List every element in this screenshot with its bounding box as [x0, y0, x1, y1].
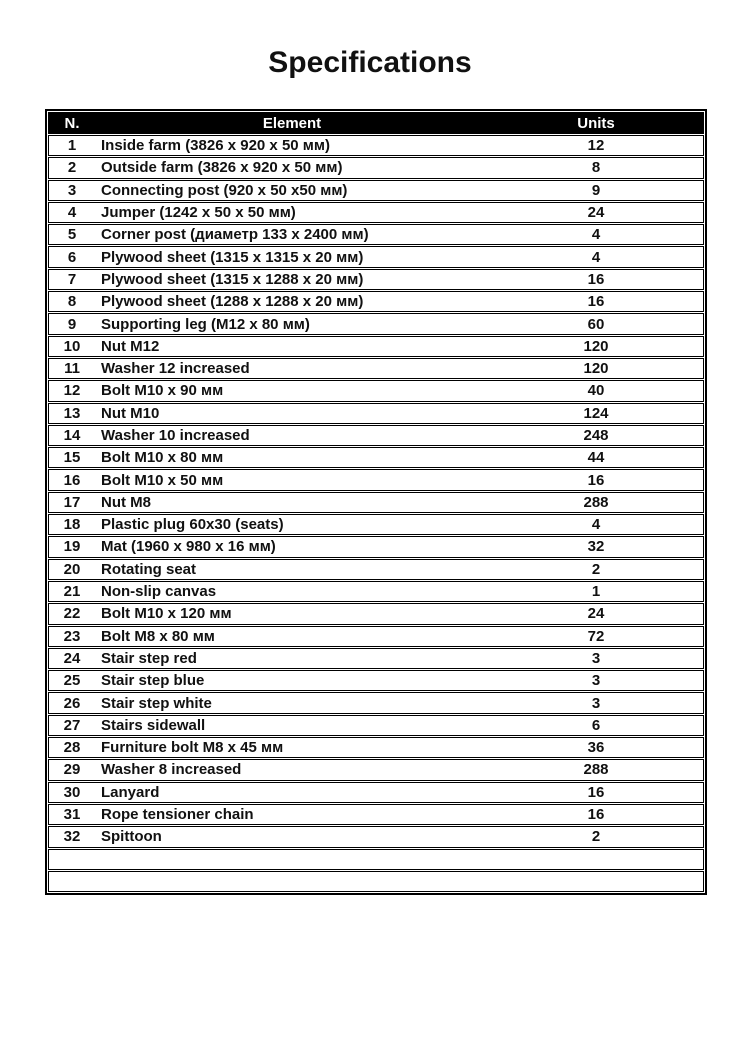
table-row: [48, 536, 704, 557]
element-cell: Inside farm (3826 x 920 x 50 мм): [101, 138, 330, 154]
row-number-cell: 1: [67, 137, 77, 155]
element-cell: Nut M8: [101, 494, 151, 510]
table-row: [48, 135, 704, 156]
row-number-cell: 9: [67, 315, 77, 333]
element-cell: Furniture bolt M8 x 45 мм: [101, 740, 284, 756]
row-number-cell: 13: [63, 404, 81, 422]
row-number-cell: 25: [63, 672, 81, 690]
table-row: [48, 313, 704, 334]
units-cell: 248: [583, 427, 609, 444]
row-number-cell: 23: [63, 627, 81, 645]
row-number-cell: 26: [63, 694, 81, 712]
element-cell: Plywood sheet (1315 x 1288 x 20 мм): [101, 271, 364, 287]
units-cell: 120: [583, 337, 609, 355]
units-cell: 16: [587, 293, 605, 311]
element-cell: Non-slip canvas: [101, 584, 217, 600]
element-cell: Bolt M8 x 80 мм: [101, 628, 215, 644]
element-cell: Mat (1960 x 980 x 16 мм): [101, 539, 276, 555]
row-number-cell: 2: [67, 159, 77, 177]
table-row: [48, 380, 704, 401]
table-row: [48, 269, 704, 290]
element-cell: Washer 10 increased: [101, 428, 250, 443]
element-cell: Stair step white: [101, 695, 212, 711]
specifications-table: [45, 109, 707, 895]
header-cell-n: N.: [64, 114, 80, 132]
units-cell: 44: [587, 449, 605, 467]
units-cell: 72: [587, 627, 605, 645]
units-cell: 2: [591, 828, 601, 846]
units-cell: 32: [587, 538, 605, 556]
units-cell: 12: [587, 137, 605, 155]
table-row: [48, 425, 704, 446]
units-cell: 36: [587, 739, 605, 757]
table-row: [48, 737, 704, 758]
element-cell: Spittoon: [101, 829, 162, 845]
header-cell-element: Element: [262, 115, 322, 131]
element-cell: Lanyard: [101, 784, 160, 800]
table-row: [48, 626, 704, 647]
element-cell: Nut M10: [101, 405, 160, 421]
units-cell: 9: [591, 181, 601, 199]
row-number-cell: 5: [67, 226, 77, 244]
row-number-cell: 31: [63, 806, 81, 824]
row-number-cell: 18: [63, 516, 81, 534]
units-cell: 2: [591, 560, 601, 578]
row-number-cell: 22: [63, 605, 81, 623]
units-cell: 120: [583, 360, 609, 378]
element-cell: Jumper (1242 x 50 x 50 мм): [101, 205, 296, 221]
units-cell: 16: [587, 783, 605, 801]
row-number-cell: 10: [63, 337, 81, 355]
row-number-cell: 27: [63, 716, 81, 734]
page-title: Specifications: [268, 46, 472, 79]
element-cell: Bolt M10 x 120 мм: [101, 606, 232, 622]
units-cell: 3: [591, 694, 601, 712]
table-row: [48, 403, 704, 424]
table-row: [48, 804, 704, 825]
units-cell: 3: [591, 649, 601, 667]
table-row: [48, 336, 704, 357]
row-number-cell: 14: [63, 427, 81, 444]
table-row: [48, 692, 704, 713]
row-number-cell: 19: [63, 538, 81, 556]
element-cell: Corner post (диаметр 133 x 2400 мм): [101, 227, 369, 243]
units-cell: 4: [591, 516, 601, 534]
row-number-cell: 20: [63, 560, 81, 578]
element-cell: Plywood sheet (1315 x 1315 x 20 мм): [101, 249, 364, 265]
table-row: [48, 581, 704, 602]
table-row: [48, 157, 704, 178]
row-number-cell: 8: [67, 293, 77, 311]
units-cell: 288: [583, 761, 609, 779]
row-number-cell: 32: [63, 828, 81, 846]
units-cell: 16: [587, 471, 605, 489]
element-cell: Plywood sheet (1288 x 1288 x 20 мм): [101, 294, 364, 310]
table-row: [48, 291, 704, 312]
element-cell: Bolt M10 x 80 мм: [101, 450, 224, 466]
table-row: [48, 670, 704, 691]
row-number-cell: 12: [63, 382, 81, 400]
table-row: [48, 469, 704, 490]
table-row: [48, 447, 704, 468]
element-cell: Stair step blue: [101, 673, 205, 689]
table-row: [48, 559, 704, 580]
row-number-cell: 28: [63, 739, 81, 757]
units-cell: 288: [583, 493, 609, 511]
units-cell: 6: [591, 716, 601, 734]
element-cell: Rotating seat: [101, 561, 197, 577]
units-cell: 4: [591, 226, 601, 244]
table-row: [48, 514, 704, 535]
element-cell: Nut M12: [101, 338, 160, 354]
table-row: [48, 492, 704, 513]
row-number-cell: 6: [67, 248, 77, 266]
table-empty-row: [48, 849, 704, 870]
element-cell: Stair step red: [101, 650, 197, 666]
element-cell: Bolt M10 x 50 мм: [101, 472, 224, 488]
element-cell: Bolt M10 x 90 мм: [101, 383, 224, 399]
table-row: [48, 648, 704, 669]
table-row: [48, 246, 704, 267]
table-header-row: [48, 112, 704, 134]
row-number-cell: 7: [67, 270, 77, 288]
row-number-cell: 4: [67, 204, 77, 222]
units-cell: 1: [591, 583, 601, 601]
row-number-cell: 16: [63, 471, 81, 489]
units-cell: 40: [587, 382, 605, 400]
row-number-cell: 21: [63, 583, 81, 601]
element-cell: Washer 8 increased: [101, 762, 242, 778]
table-row: [48, 782, 704, 803]
table-body: [48, 135, 704, 892]
table-row: [48, 826, 704, 847]
table-row: [48, 224, 704, 245]
element-cell: Connecting post (920 x 50 x50 мм): [101, 182, 348, 198]
row-number-cell: 11: [64, 360, 80, 378]
row-number-cell: 24: [63, 649, 81, 667]
table-empty-row: [48, 871, 704, 892]
element-cell: Outside farm (3826 x 920 x 50 мм): [101, 160, 343, 176]
units-cell: 16: [587, 270, 605, 288]
table-row: [48, 715, 704, 736]
element-cell: Washer 12 increased: [101, 361, 250, 377]
units-cell: 3: [591, 672, 601, 690]
units-cell: 24: [587, 204, 605, 222]
table-row: [48, 202, 704, 223]
element-cell: Stairs sidewall: [101, 717, 206, 733]
units-cell: 60: [587, 315, 605, 333]
units-cell: 124: [583, 404, 609, 422]
table-row: [48, 180, 704, 201]
units-cell: 16: [587, 806, 605, 824]
element-cell: Rope tensioner chain: [101, 807, 254, 823]
table-row: [48, 759, 704, 780]
units-cell: 8: [591, 159, 601, 177]
row-number-cell: 15: [63, 449, 81, 467]
table-row: [48, 358, 704, 379]
units-cell: 24: [587, 605, 605, 623]
row-number-cell: 17: [63, 493, 81, 511]
table-row: [48, 603, 704, 624]
element-cell: Plastic plug 60x30 (seats): [101, 517, 284, 533]
element-cell: Supporting leg (M12 x 80 мм): [101, 316, 310, 332]
row-number-cell: 30: [63, 783, 81, 801]
row-number-cell: 3: [67, 181, 77, 199]
header-cell-units: Units: [577, 114, 615, 132]
row-number-cell: 29: [63, 761, 81, 779]
units-cell: 4: [591, 248, 601, 266]
